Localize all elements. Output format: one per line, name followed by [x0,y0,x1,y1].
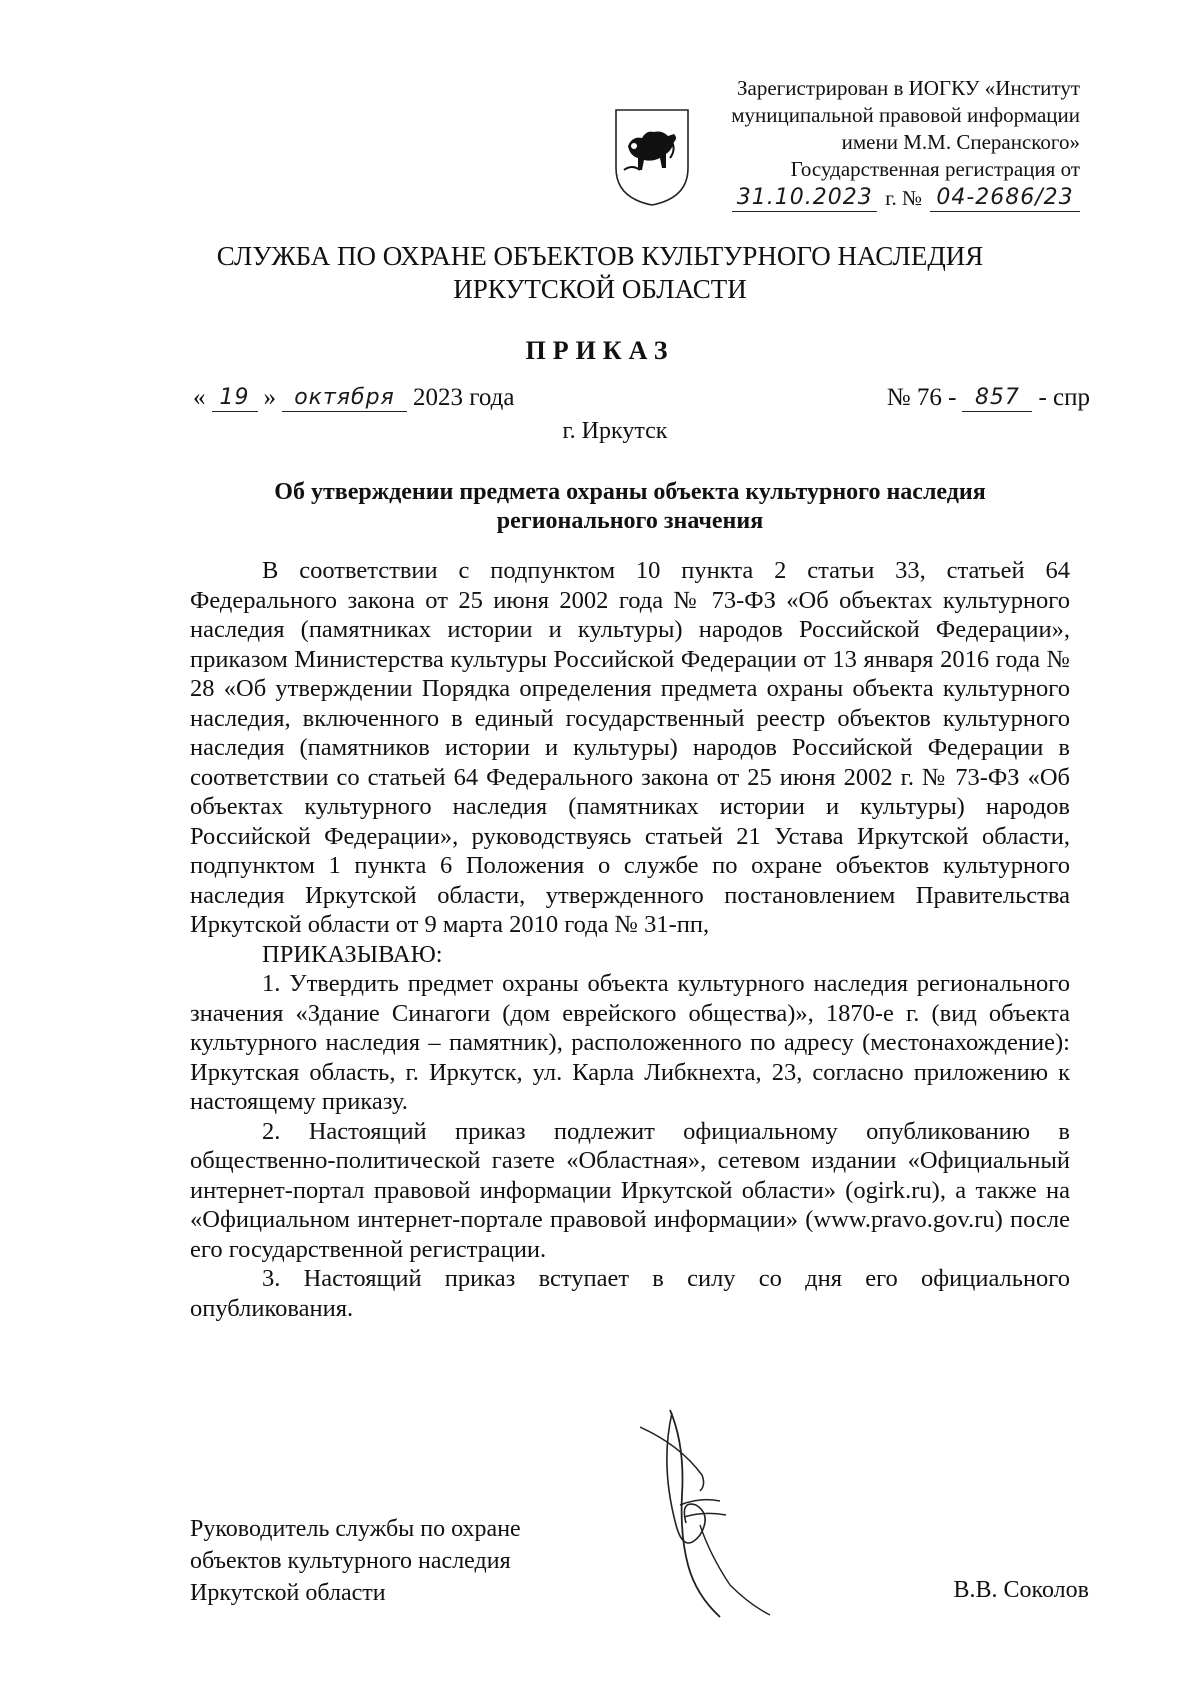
order-day: 19 [212,385,258,412]
position-line-3: Иркутской области [190,1580,386,1606]
subject-line-1: Об утверждении предмета охраны объекта культурного наследия [274,479,986,505]
order-number-value: 857 [962,385,1032,412]
order-city: г. Иркутск [562,418,668,444]
order-number [887,384,1090,412]
registration-number: 04-2686/23 [930,185,1080,212]
registration-line-1: Зарегистрирован в ИОГКУ «Институт [736,76,1080,100]
signatory-name: В.В. Соколов [953,1577,1089,1603]
preamble-paragraph: В соответствии с подпунктом 10 пункта 2 статьи 33, статьей 64 Федерального закона от 25 июня 2002 года № 73-ФЗ «Об объектах культурного наследия (памятниках истории и культуры) народов Российской Федерации», приказом Министерства культуры Российской Федерации от 13 января 2016 года № 28 «Об утверждении Порядка определения предмета охраны объекта культурного наследия, включенного в единый государственный реестр объектов культурного наследия (памятников истории и культуры) народов Российской Федерации в соответствии со статьей 64 Федерального закона от 25 июня 2002 г. № 73-ФЗ «Об объектах культурного наследия (памятниках истории и культуры) народов Российской Федерации», руководствуясь статьей 21 Устава Иркутской области, подпунктом 1 пункта 6 Положения о службе по охране объектов культурного наследия Иркутской области, утвержденного постановлением Правительства Иркутской области от 9 марта 2010 года № 31-пп, [190,557,1070,938]
registration-stamp [660,75,1080,212]
registration-line-4: Государственная регистрация от [790,157,1080,181]
order-subject [200,478,1060,536]
item-2-paragraph: 2. Настоящий приказ подлежит официальному опубликованию в общественно-политической газете «Областная», сетевом издании «Официальный интернет-портал правовой информации Иркутской области» (ogirk.ru), а также на «Официальном интернет-портале правовой информации» (www.pravo.gov.ru) после его государственной регистрации. [190,1117,1070,1263]
item-1-paragraph: 1. Утвердить предмет охраны объекта культурного наследия регионального значения «Здание Синагоги (дом еврейского общества)», 1870-е г. (вид объекта культурного наследия – памятник), расположенного по адресу (местонахождение): Иркутская область, г. Иркутск, ул. Карла Либкнехта, 23, согласно приложению к настоящему приказу. [190,970,1070,1115]
registration-number-prefix: г. № [885,186,922,210]
quote-open: « [193,384,206,411]
subject-line-2: регионального значения [496,508,764,534]
registration-details [660,185,1080,212]
agency-name-line-1: СЛУЖБА ПО ОХРАНЕ ОБЪЕКТОВ КУЛЬТУРНОГО НАСЛЕДИЯ [216,241,984,271]
signatory-position [190,1513,521,1609]
handwritten-signature [640,1405,830,1625]
document-type-title: ПРИКАЗ [525,336,675,365]
order-number-suffix: - спр [1038,384,1090,411]
quote-close: » [263,384,276,411]
order-year: 2023 года [413,384,515,411]
agency-name-line-2: ИРКУТСКОЙ ОБЛАСТИ [453,274,747,304]
order-month: октября [282,385,407,412]
position-line-1: Руководитель службы по охране [190,1516,521,1542]
item-3-paragraph: 3. Настоящий приказ вступает в силу со дня его официального опубликования. [190,1265,1070,1322]
order-body [190,556,1070,1323]
order-number-prefix: № 76 - [886,384,957,411]
position-line-2: объектов культурного наследия [190,1548,511,1574]
registration-line-2: муниципальной правовой информации [731,103,1080,127]
registration-date: 31.10.2023 [732,185,877,212]
order-date [193,384,514,412]
order-word: ПРИКАЗЫВАЮ: [262,940,443,968]
coat-of-arms-emblem [612,106,692,208]
agency-name [0,240,1200,306]
registration-line-3: имени М.М. Сперанского» [841,130,1080,154]
